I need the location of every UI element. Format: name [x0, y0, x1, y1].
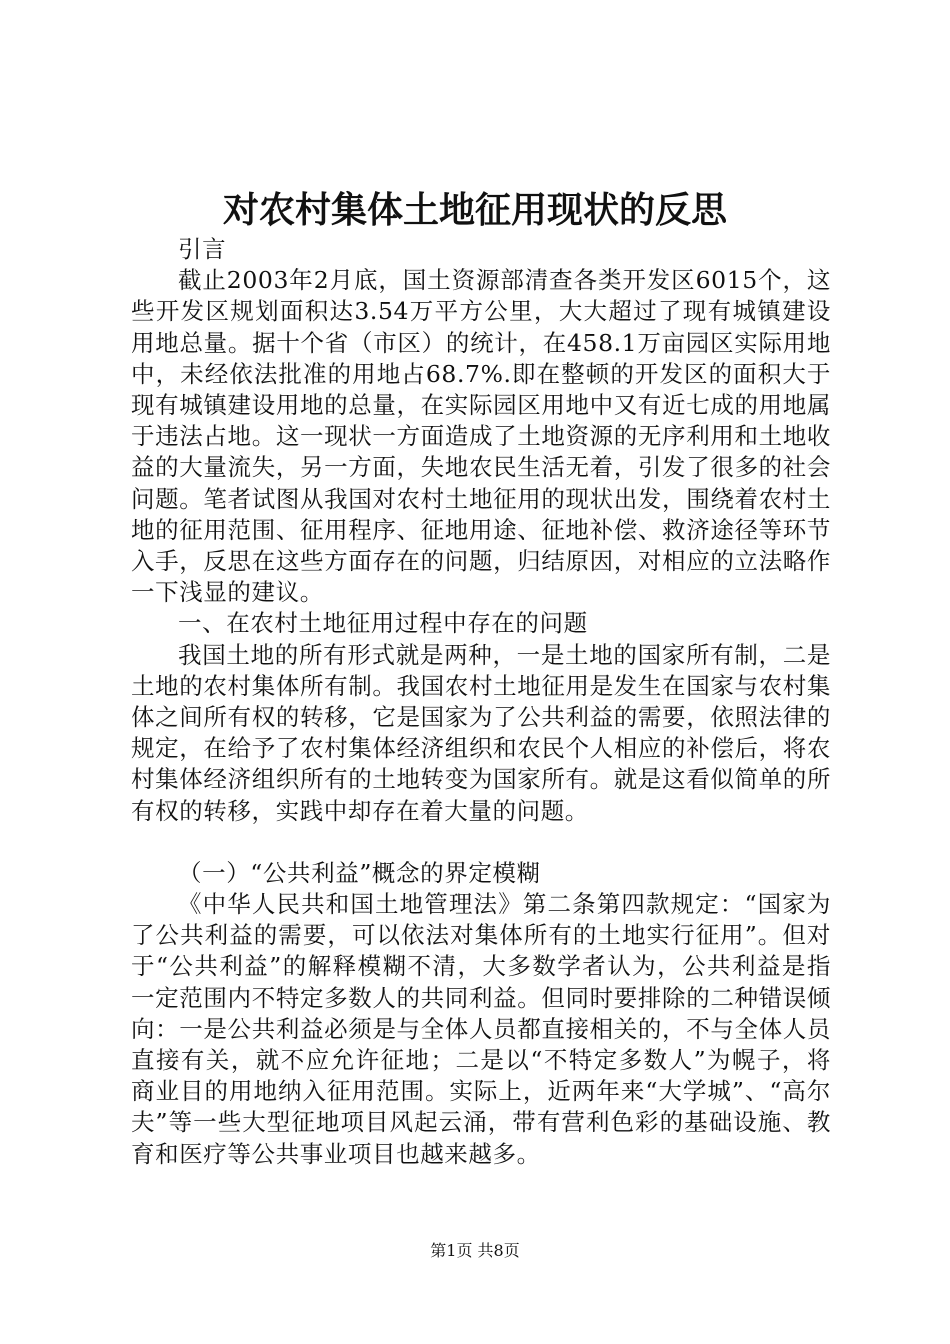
paragraph-public-interest: 《中华人民共和国土地管理法》第二条第四款规定：“国家为了公共利益的需要，可以依法对集体所有的土地实行征用”。但对于“公共利益”的解释模糊不清，大多数学者认为，公共利益是指一定范围内不特定多数人的共同利益。但同时要排除的二种错误倾向：一是公共利益必须是与全体人员都直接相关的，不与全体人员直接有关，就不应允许征地；二是以“不特定多数人”为幌子，将商业目的用地纳入征用范围。实际上，近两年来“大学城”、“高尔夫”等一些大型征地项目风起云涌，带有营利色彩的基础设施、教育和医疗等公共事业项目也越来越多。: [131, 890, 831, 1168]
document-title: 对农村集体土地征用现状的反思: [222, 189, 727, 231]
paragraph-ownership: 我国土地的所有形式就是两种，一是土地的国家所有制，二是土地的农村集体所有制。我国农村土地征用是发生在国家与农村集体之间所有权的转移，它是国家为了公共利益的需要，依照法律的规定，在给予了农村集体经济组织和农民个人相应的补偿后，将农村集体经济组织所有的土地转变为国家所有。就是这看似简单的所有权的转移，实践中却存在着大量的问题。: [131, 640, 831, 825]
paragraph-intro: 截止2003年2月底，国土资源部清查各类开发区6015个，这些开发区规划面积达3.54万平方公里，大大超过了现有城镇建设用地总量。据十个省（市区）的统计，在458.1万亩园区实际用地中，未经依法批准的用地占68.7%.即在整顿的开发区的面积大于现有城镇建设用地的总量，在实际园区用地中又有近七成的用地属于违法占地。这一现状一方面造成了土地资源的无序利用和土地收益的大量流失，另一方面，失地农民生活无着，引发了很多的社会问题。笔者试图从我国对农村土地征用的现状出发，围绕着农村土地的征用范围、征用程序、征地用途、征地补偿、救济途径等环节入手，反思在这些方面存在的问题，归结原因，对相应的立法略作一下浅显的建议。: [131, 266, 831, 607]
section-heading-1: 一、在农村土地征用过程中存在的问题: [178, 609, 588, 638]
document-body: [131, 234, 831, 1170]
subsection-heading-1: （一）“公共利益”概念的界定模糊: [178, 858, 541, 887]
page-number-footer: 第1页 共8页: [430, 1241, 520, 1260]
section-heading-intro: 引言: [178, 235, 227, 263]
